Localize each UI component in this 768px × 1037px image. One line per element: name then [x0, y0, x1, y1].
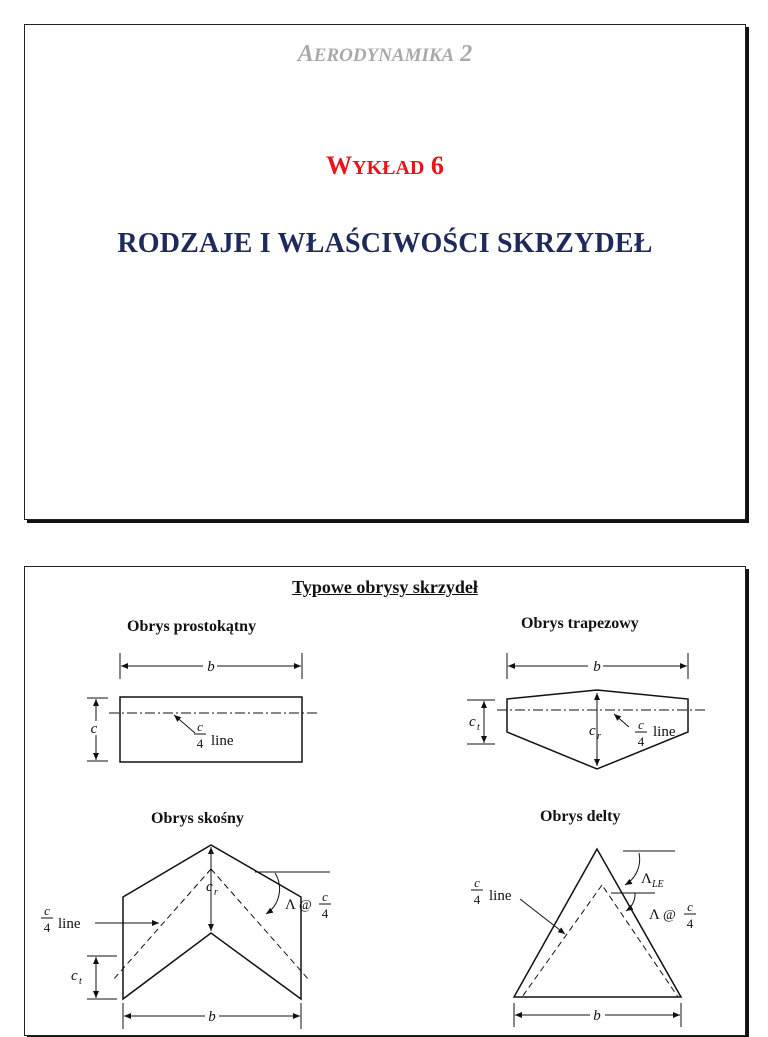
svg-text:r: r	[214, 887, 218, 898]
trap-quarter-chord-label	[635, 717, 676, 749]
svg-text:c: c	[469, 714, 476, 730]
rect-chord-label: c	[90, 721, 98, 737]
rect-quarter-chord-label	[194, 719, 234, 751]
svg-text:Λ: Λ	[649, 907, 660, 923]
delta-span-label: b	[593, 1008, 601, 1024]
swept-planform	[87, 845, 330, 1029]
svg-text:c: c	[197, 719, 203, 734]
svg-text:t: t	[79, 976, 82, 987]
lecture-title: RODZAJE I WŁAŚCIWOŚCI SKRZYDEŁ	[117, 228, 653, 259]
trapezoidal-planform	[467, 653, 707, 769]
svg-text:4: 4	[321, 906, 329, 921]
trap-root-chord-label	[589, 723, 601, 742]
swept-sweep-angle-label	[285, 889, 331, 921]
delta-le-sweep-label	[641, 871, 664, 890]
svg-text:@: @	[663, 908, 676, 923]
caption-trapezoidal: Obrys trapezowy	[521, 615, 639, 632]
svg-text:c: c	[44, 903, 50, 918]
delta-quarter-chord-sweep-label	[649, 899, 696, 931]
svg-text:r: r	[597, 731, 601, 742]
caption-swept: Obrys skośny	[151, 810, 244, 827]
caption-delta: Obrys delty	[540, 808, 621, 825]
svg-text:c: c	[474, 875, 480, 890]
svg-text:@: @	[299, 898, 312, 913]
svg-text:line: line	[489, 888, 512, 904]
lecture-number: WYKŁAD 6	[326, 151, 444, 180]
svg-text:line: line	[58, 916, 81, 932]
title-slide	[24, 24, 746, 520]
rect-span-label: b	[207, 659, 215, 675]
svg-text:4: 4	[196, 736, 204, 751]
svg-text:Λ: Λ	[285, 897, 296, 913]
svg-text:line: line	[653, 724, 676, 740]
course-name: AERODYNAMIKA 2	[297, 41, 473, 67]
svg-text:4: 4	[473, 892, 481, 907]
svg-text:LE: LE	[652, 879, 664, 890]
trap-span-label: b	[593, 659, 601, 675]
swept-tip-chord-label	[71, 968, 82, 987]
svg-text:4: 4	[637, 734, 645, 749]
swept-span-label: b	[208, 1009, 216, 1025]
svg-text:c: c	[638, 717, 644, 732]
wing-planform-diagrams	[25, 567, 747, 1037]
caption-rectangular: Obrys prostokątny	[127, 618, 257, 635]
svg-text:c: c	[71, 968, 78, 984]
svg-text:c: c	[322, 889, 328, 904]
slide-heading: Typowe obrysy skrzydeł	[292, 577, 478, 597]
swept-quarter-chord-label	[41, 903, 81, 935]
delta-quarter-chord-label	[471, 875, 512, 907]
delta-planform	[514, 849, 681, 1027]
svg-text:Λ: Λ	[641, 871, 652, 887]
trap-tip-chord-label	[469, 714, 480, 733]
svg-text:4: 4	[43, 920, 51, 935]
svg-text:c: c	[687, 899, 693, 914]
wing-planforms-slide	[24, 566, 746, 1036]
svg-text:c: c	[206, 879, 213, 895]
svg-text:c: c	[589, 723, 596, 739]
svg-text:line: line	[211, 733, 234, 749]
swept-root-chord-label	[206, 879, 218, 898]
svg-text:4: 4	[686, 916, 694, 931]
svg-text:t: t	[477, 722, 480, 733]
